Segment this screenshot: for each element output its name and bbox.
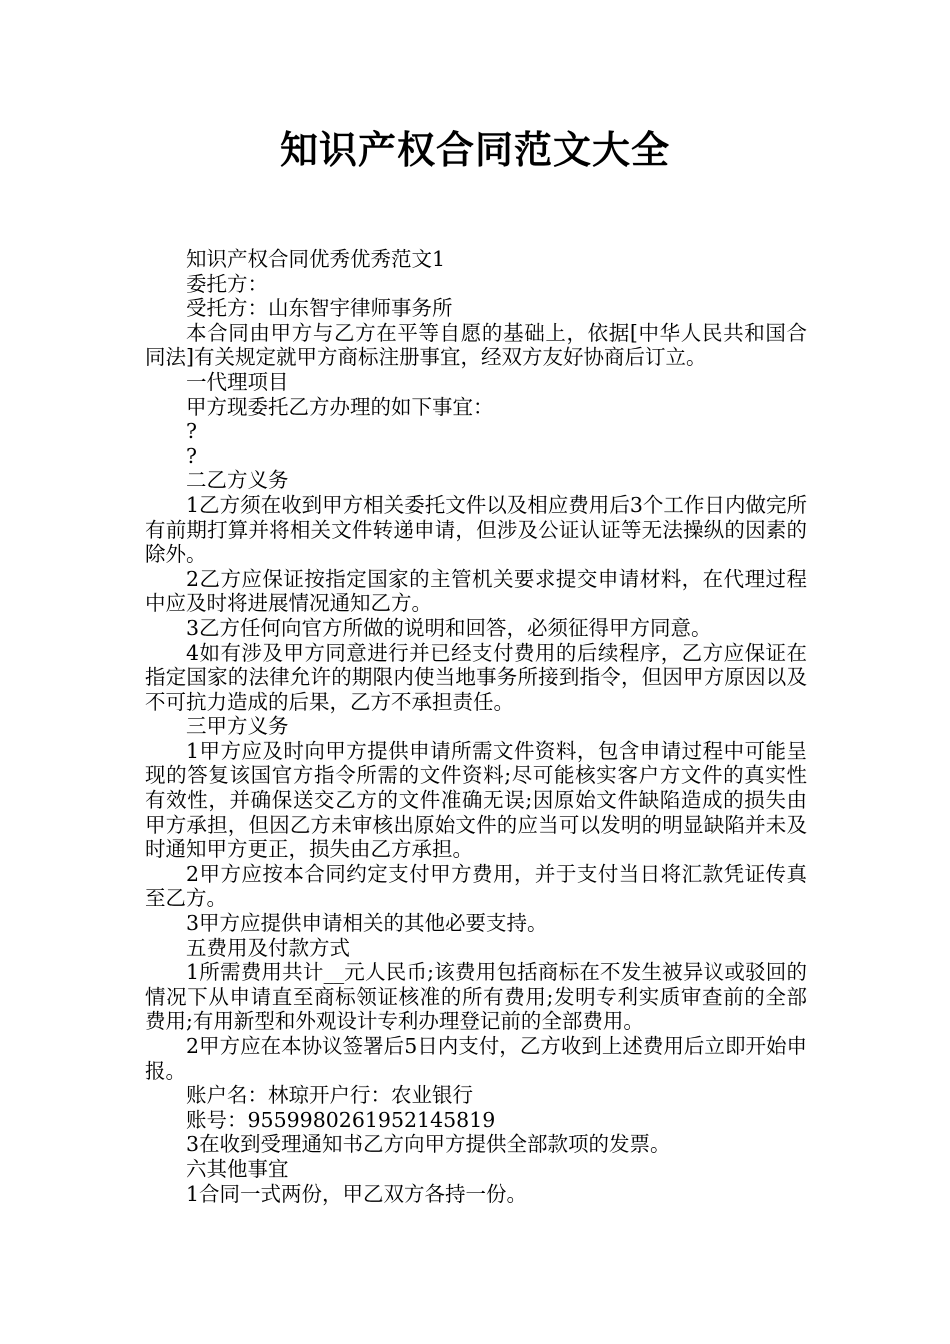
- paragraph: 3乙方任何向官方所做的说明和回答，必须征得甲方同意。: [186, 615, 712, 640]
- paragraph: 委托方：: [186, 271, 268, 296]
- paragraph: 一代理项目: [186, 369, 289, 394]
- paragraph: 1所需费用共计__元人民币;该费用包括商标在不发生被异议或驳回的情况下从申请直至商标领证核准的所有费用;发明专利实质审查前的全部费用;有用新型和外观设计专利办理登记前的全部费用。: [145, 960, 807, 1034]
- paragraph: 4如有涉及甲方同意进行并已经支付费用的后续程序，乙方应保证在指定国家的法律允许的期限内使当地事务所接到指令，但因甲方原因以及不可抗力造成的后果，乙方不承担责任。: [145, 640, 807, 714]
- paragraph: 账号：9559980261952145819: [186, 1107, 496, 1132]
- document-body: [145, 247, 807, 1206]
- paragraph: 1甲方应及时向甲方提供申请所需文件资料，包含申请过程中可能呈现的答复该国官方指令所需的文件资料;尽可能核实客户方文件的真实性有效性，并确保送交乙方的文件准确无误;因原始文件缺陷造成的损失由甲方承担，但因乙方未审核出原始文件的应当可以发明的明显缺陷并未及时通知甲方更正，损失由乙方承担。: [145, 738, 807, 862]
- paragraph: 甲方现委托乙方办理的如下事宜：: [186, 394, 494, 419]
- document-title: 知识产权合同范文大全: [279, 128, 670, 172]
- paragraph: 账户名：林琼开户行：农业银行: [186, 1083, 473, 1108]
- paragraph: 3在收到受理通知书乙方向甲方提供全部款项的发票。: [186, 1132, 671, 1157]
- paragraph: 本合同由甲方与乙方在平等自愿的基础上，依据[中华人民共和国合同法]有关规定就甲方商标注册事宜，经双方友好协商后订立。: [145, 320, 807, 370]
- paragraph: 3甲方应提供申请相关的其他必要支持。: [186, 911, 548, 936]
- paragraph: 2甲方应按本合同约定支付甲方费用，并于支付当日将汇款凭证传真至乙方。: [145, 861, 807, 911]
- paragraph: ?: [186, 443, 197, 468]
- paragraph: 二乙方义务: [186, 468, 289, 493]
- paragraph: 1合同一式两份，甲乙双方各持一份。: [186, 1181, 528, 1206]
- paragraph: 2乙方应保证按指定国家的主管机关要求提交申请材料，在代理过程中应及时将进展情况通知乙方。: [145, 566, 807, 616]
- paragraph: 五费用及付款方式: [186, 935, 350, 960]
- paragraph: 知识产权合同优秀优秀范文1: [186, 247, 446, 271]
- paragraph: 三甲方义务: [186, 714, 289, 739]
- paragraph: 六其他事宜: [186, 1156, 289, 1181]
- paragraph: 1乙方须在收到甲方相关委托文件以及相应费用后3个工作日内做完所有前期打算并将相关文件转递申请，但涉及公证认证等无法操纵的因素的除外。: [145, 492, 807, 567]
- paragraph: ?: [186, 419, 197, 444]
- paragraph: 2甲方应在本协议签署后5日内支付，乙方收到上述费用后立即开始申报。: [145, 1034, 807, 1083]
- paragraph: 受托方：山东智宇律师事务所: [186, 296, 453, 321]
